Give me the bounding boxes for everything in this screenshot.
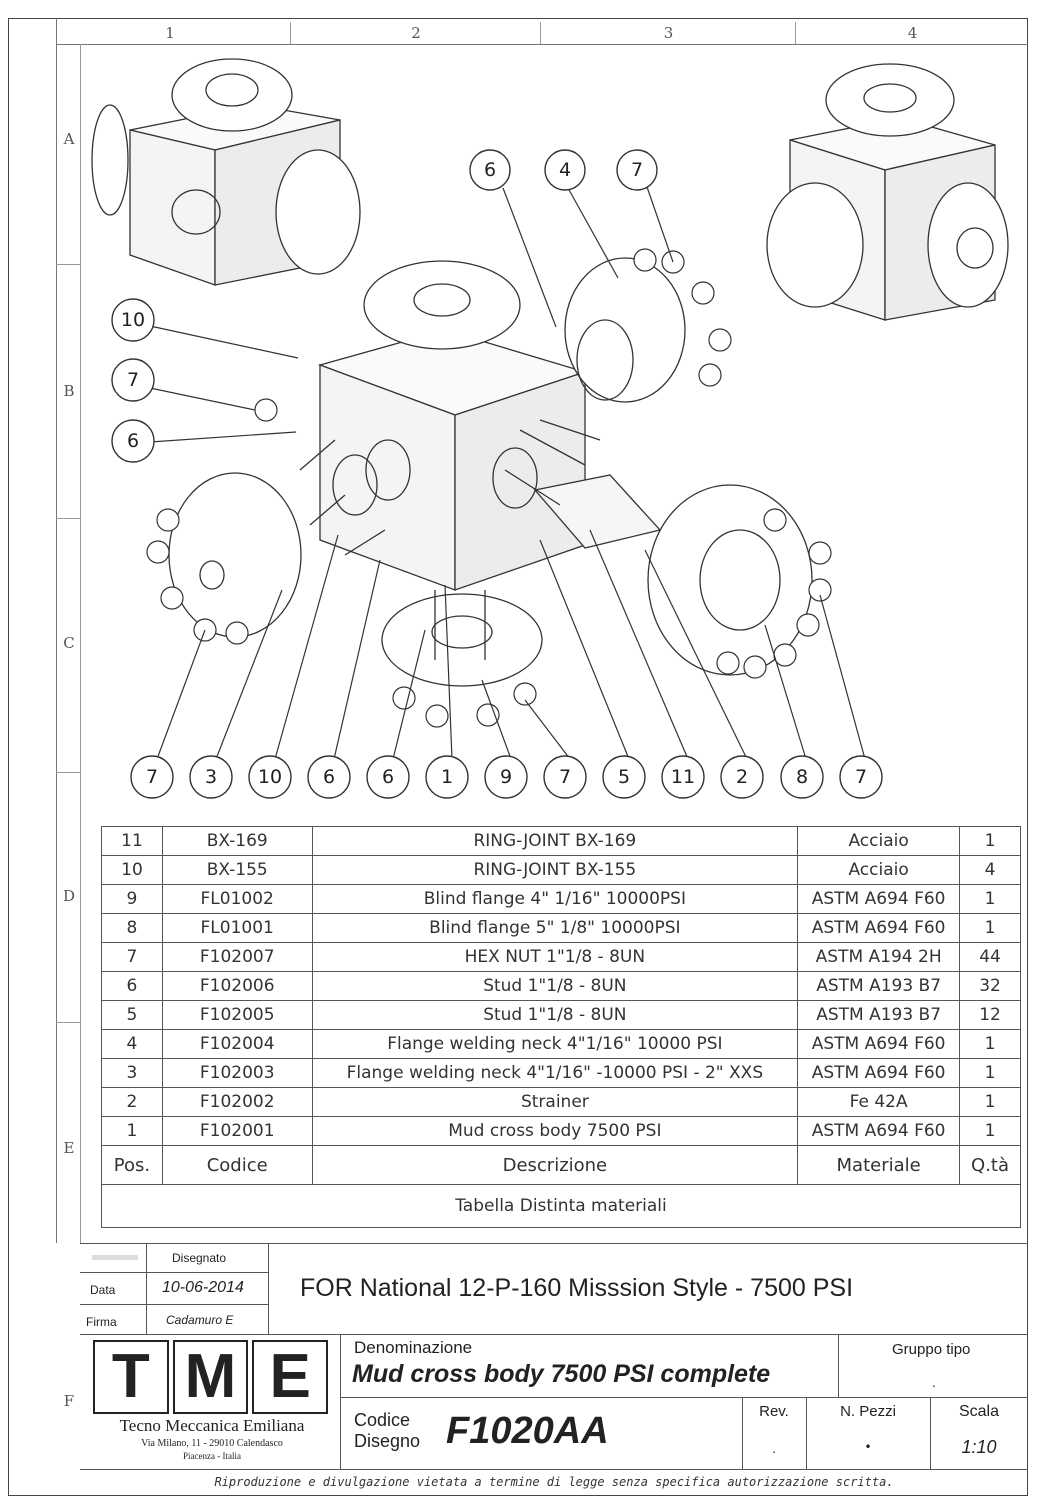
codice-label-2: Disegno [354,1431,421,1451]
small-iso-view-right [767,64,1008,320]
bom-cell-code: F102004 [162,1030,312,1059]
bom-cell-qty: 32 [960,972,1021,1001]
bom-cell-material: ASTM A694 F60 [798,885,960,914]
bom-cell-material: Acciaio [798,827,960,856]
balloon-label: 7 [558,766,572,788]
company-name: Tecno Meccanica Emiliana [119,1416,305,1435]
header-quantity: Q.tà [960,1146,1021,1185]
bom-row [102,1001,1021,1030]
bom-cell-pos: 11 [102,827,163,856]
data-label: Data [90,1283,116,1297]
zone-row-c: C [63,634,75,652]
company-city: Piacenza - Italia [183,1451,241,1461]
small-iso-view-left [92,59,360,285]
balloon-label: 11 [670,766,696,788]
bom-row [102,1117,1021,1146]
balloon-label: 4 [558,159,572,181]
firma-label: Firma [86,1315,117,1329]
zone-tick-ab [56,264,80,265]
bom-cell-pos: 8 [102,914,163,943]
denominazione-value: Mud cross body 7500 PSI complete [352,1360,771,1388]
bom-cell-material: Acciaio [798,856,960,885]
bom-cell-desc: HEX NUT 1"1/8 - 8UN [312,943,798,972]
bom-cell-desc: Stud 1"1/8 - 8UN [312,972,798,1001]
bom-row [102,1030,1021,1059]
bom-cell-pos: 3 [102,1059,163,1088]
n-pezzi-label: N. Pezzi [840,1403,896,1420]
bom-cell-desc: RING-JOINT BX-169 [312,827,798,856]
zone-tick-de [56,1022,80,1023]
balloon-label: 3 [204,766,218,788]
bom-cell-qty: 1 [960,1059,1021,1088]
bom-cell-desc: Blind flange 5" 1/8" 10000PSI [312,914,798,943]
bom-cell-qty: 4 [960,856,1021,885]
balloon-label: 7 [854,766,868,788]
bom-cell-code: F102007 [162,943,312,972]
header-description: Descrizione [312,1146,798,1185]
bom-cell-pos: 10 [102,856,163,885]
balloon-label: 7 [126,369,140,391]
balloon-label: 6 [322,766,336,788]
bom-cell-code: BX-169 [162,827,312,856]
balloon-label: 1 [440,766,454,788]
bom-cell-qty: 1 [960,1030,1021,1059]
gruppo-tipo-value: . [932,1376,936,1390]
bom-cell-pos: 6 [102,972,163,1001]
zone-left-border [56,18,57,1243]
rev-label: Rev. [759,1403,789,1420]
balloon-label: 10 [257,766,283,788]
bom-cell-qty: 1 [960,1117,1021,1146]
bom-cell-qty: 12 [960,1001,1021,1030]
bom-cell-pos: 4 [102,1030,163,1059]
bom-cell-material: Fe 42A [798,1088,960,1117]
scala-value: 1:10 [961,1437,997,1457]
balloon-label: 2 [735,766,749,788]
bom-cell-code: FL01001 [162,914,312,943]
bom-cell-material: ASTM A193 B7 [798,1001,960,1030]
bom-cell-desc: Flange welding neck 4"1/16" -10000 PSI - 2" XXS [312,1059,798,1088]
gruppo-tipo-label: Gruppo tipo [892,1341,971,1358]
exploded-assembly-drawing [80,44,1028,814]
bom-cell-material: ASTM A194 2H [798,943,960,972]
balloon-label: 6 [483,159,497,181]
bom-cell-material: ASTM A193 B7 [798,972,960,1001]
header-pos: Pos. [102,1146,163,1185]
bom-cell-desc: Mud cross body 7500 PSI [312,1117,798,1146]
logo-letter-e: E [252,1340,328,1414]
tme-logo [93,1340,328,1414]
bom-cell-desc: Flange welding neck 4"1/16" 10000 PSI [312,1030,798,1059]
bom-cell-material: ASTM A694 F60 [798,914,960,943]
bom-header-row [102,1146,1021,1185]
zone-row-b: B [63,382,75,400]
bom-cell-qty: 1 [960,827,1021,856]
bom-row [102,972,1021,1001]
bom-cell-qty: 1 [960,914,1021,943]
rev-value: . [772,1442,776,1456]
balloon-label: 9 [499,766,513,788]
bom-rows [102,827,1021,1146]
disegnato-placeholder-bar [92,1255,138,1260]
bom-row [102,856,1021,885]
codice-label-1: Codice [354,1410,411,1430]
bom-cell-code: F102005 [162,1001,312,1030]
logo-letter-m: M [173,1340,249,1414]
zone-col-4: 4 [795,22,1029,44]
bom-cell-material: ASTM A694 F60 [798,1030,960,1059]
zone-col-2: 2 [290,22,541,44]
bom-row [102,914,1021,943]
company-address: Via Milano, 11 - 29010 Calendasco [141,1438,283,1449]
bom-cell-pos: 7 [102,943,163,972]
bom-cell-code: F102002 [162,1088,312,1117]
bom-row [102,827,1021,856]
zone-col-3: 3 [540,22,796,44]
bom-cell-code: F102006 [162,972,312,1001]
balloons-left [112,299,154,462]
bom-cell-code: BX-155 [162,856,312,885]
logo-letter-t: T [93,1340,169,1414]
zone-row-e: E [63,1139,75,1157]
zone-row-a: A [63,130,75,148]
codice-disegno-value: F1020AA [446,1410,609,1452]
data-value: 10-06-2014 [162,1279,244,1296]
main-exploded-view [169,258,812,686]
bom-cell-qty: 1 [960,1088,1021,1117]
zone-row-f: F [63,1392,75,1410]
bom-caption-row [102,1185,1021,1228]
bom-cell-pos: 2 [102,1088,163,1117]
bom-cell-code: F102003 [162,1059,312,1088]
bom-caption: Tabella Distinta materiali [102,1185,1021,1228]
bom-cell-pos: 1 [102,1117,163,1146]
n-pezzi-value: • [864,1440,872,1454]
bom-cell-material: ASTM A694 F60 [798,1059,960,1088]
bom-cell-desc: Strainer [312,1088,798,1117]
balloon-label: 5 [617,766,631,788]
balloon-label: 8 [795,766,809,788]
balloons-bottom [131,756,882,798]
bom-cell-code: F102001 [162,1117,312,1146]
balloon-label: 7 [145,766,159,788]
zone-col-1: 1 [165,24,175,42]
bom-cell-code: FL01002 [162,885,312,914]
balloon-label: 6 [381,766,395,788]
balloons-top [470,150,657,190]
project-title: FOR National 12-P-160 Misssion Style - 7500 PSI [300,1274,854,1302]
bom-row [102,885,1021,914]
bom-row [102,943,1021,972]
bom-row [102,1059,1021,1088]
balloon-label: 6 [126,430,140,452]
bom-cell-qty: 44 [960,943,1021,972]
zone-tick-cd [56,772,80,773]
denominazione-label: Denominazione [354,1338,473,1357]
scala-label: Scala [958,1403,1000,1420]
bom-cell-material: ASTM A694 F60 [798,1117,960,1146]
header-material: Materiale [798,1146,960,1185]
header-code: Codice [162,1146,312,1185]
zone-tick-bc [56,518,80,519]
bom-cell-pos: 9 [102,885,163,914]
bom-cell-desc: Blind flange 4" 1/16" 10000PSI [312,885,798,914]
bom-row [102,1088,1021,1117]
bom-cell-qty: 1 [960,885,1021,914]
bom-cell-desc: RING-JOINT BX-155 [312,856,798,885]
balloon-label: 10 [120,309,146,331]
zone-row-d: D [62,887,76,905]
firma-value: Cadamuro E [166,1313,234,1327]
disegnato-label: Disegnato [172,1251,227,1265]
bom-cell-desc: Stud 1"1/8 - 8UN [312,1001,798,1030]
footer-disclaimer: Riproduzione e divulgazione vietata a termine di legge senza specifica autorizzazione scritta. [214,1475,894,1489]
bom-cell-pos: 5 [102,1001,163,1030]
balloon-label: 7 [630,159,644,181]
bill-of-materials-table [101,826,1021,1228]
